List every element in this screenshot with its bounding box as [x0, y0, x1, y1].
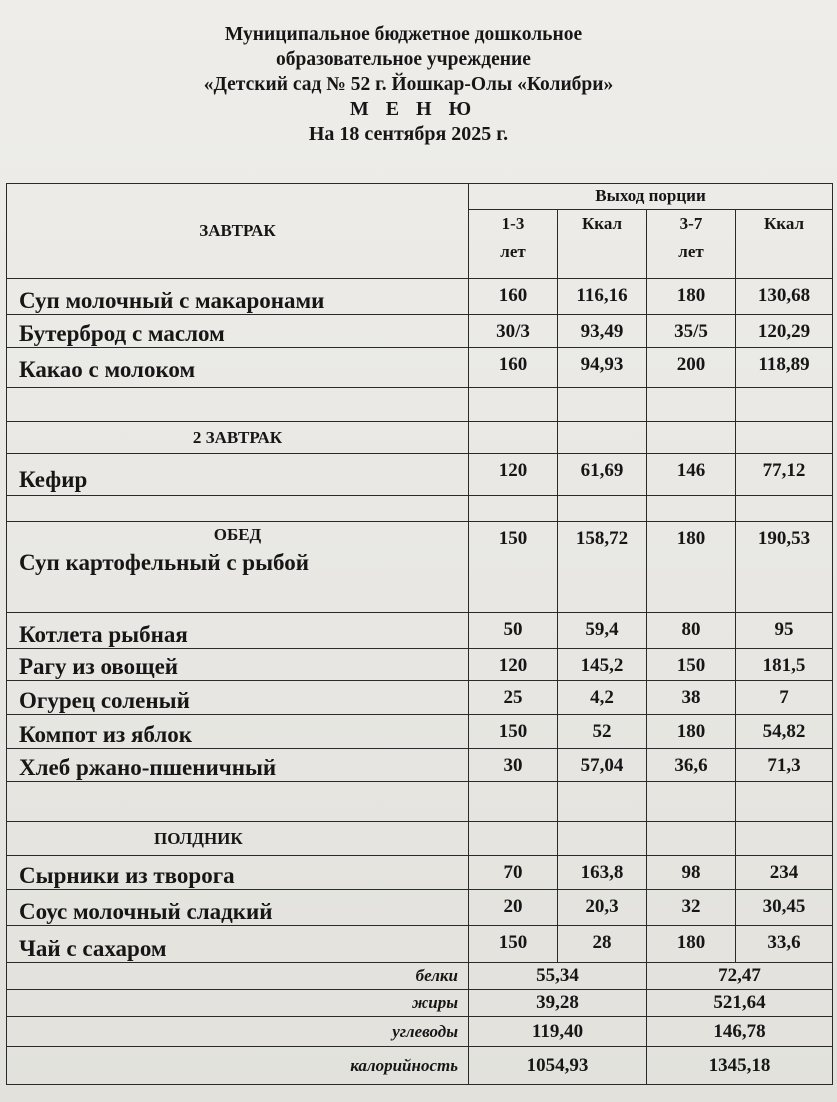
kcal-1-3: 52: [558, 715, 647, 749]
kcal-3-7: 95: [736, 613, 833, 649]
portion-1-3: 150: [469, 926, 558, 963]
dish-name: Суп картофельный с рыбой: [7, 548, 469, 613]
age-1-3-heading: [469, 210, 558, 279]
org-line-2: образовательное учреждение: [276, 49, 531, 70]
kcal-3-7: 77,12: [736, 454, 833, 496]
portion-1-3: 25: [469, 681, 558, 715]
portion-1-3: 160: [469, 348, 558, 388]
kcal-1-3: 28: [558, 926, 647, 963]
empty-row: [7, 782, 833, 822]
portion-1-3: 150: [469, 522, 558, 613]
kcal-3-7: 234: [736, 856, 833, 890]
kcal-3-7: 54,82: [736, 715, 833, 749]
kcal-3-7: 71,3: [736, 749, 833, 782]
dish-name: Бутерброд с маслом: [7, 315, 469, 348]
section-row: [7, 822, 833, 856]
age-3-7-value: 3-7: [679, 214, 703, 233]
portion-3-7: 35/5: [647, 315, 736, 348]
kcal-1-3: 145,2: [558, 649, 647, 681]
total-value-3-7: 521,64: [647, 990, 833, 1017]
dish-name: Котлета рыбная: [7, 613, 469, 649]
kcal-3-7: 30,45: [736, 890, 833, 926]
kcal-3-7: 118,89: [736, 348, 833, 388]
section-row: [7, 422, 833, 454]
kcal-1-3: 4,2: [558, 681, 647, 715]
portion-1-3: 30/3: [469, 315, 558, 348]
total-value-3-7: 1345,18: [647, 1047, 833, 1085]
kcal-3-7: 33,6: [736, 926, 833, 963]
totals-row: [7, 963, 833, 990]
kcal-1-3: 61,69: [558, 454, 647, 496]
portion-3-7: 200: [647, 348, 736, 388]
table-row: [7, 749, 833, 782]
table-row: [7, 315, 833, 348]
total-value-1-3: 1054,93: [469, 1047, 647, 1085]
menu-table: [6, 183, 833, 1085]
dish-name: Огурец соленый: [7, 681, 469, 715]
kcal-1-3: 116,16: [558, 279, 647, 315]
org-line-3: «Детский сад № 52 г. Йошкар-Олы «Колибри»: [203, 74, 614, 95]
dish-name: Рагу из овощей: [7, 649, 469, 681]
portion-3-7: 180: [647, 279, 736, 315]
portion-1-3: 160: [469, 279, 558, 315]
age-3-7-unit: лет: [678, 242, 704, 261]
portion-3-7: 150: [647, 649, 736, 681]
menu-date: На 18 сентября 2025 г.: [308, 123, 509, 145]
breakfast-heading: ЗАВТРАК: [7, 184, 469, 279]
kcal-3-7: 190,53: [736, 522, 833, 613]
portion-3-7: 180: [647, 926, 736, 963]
lunch-heading: ОБЕД: [7, 522, 469, 548]
total-label-carbs: углеводы: [7, 1017, 469, 1047]
totals-row: [7, 1017, 833, 1047]
portion-1-3: 50: [469, 613, 558, 649]
portion-3-7: 36,6: [647, 749, 736, 782]
table-row: [7, 279, 833, 315]
kcal-1-3: 163,8: [558, 856, 647, 890]
portion-1-3: 30: [469, 749, 558, 782]
kcal-1-heading: Ккал: [558, 210, 647, 279]
total-value-3-7: 72,47: [647, 963, 833, 990]
dish-name: Чай с сахаром: [7, 926, 469, 963]
portion-1-3: 70: [469, 856, 558, 890]
portion-3-7: 38: [647, 681, 736, 715]
dish-name: Компот из яблок: [7, 715, 469, 749]
document-header: [0, 22, 837, 147]
portion-1-3: 120: [469, 454, 558, 496]
portion-1-3: 120: [469, 649, 558, 681]
kcal-3-7: 7: [736, 681, 833, 715]
kcal-2-heading: Ккал: [736, 210, 833, 279]
total-value-1-3: 55,34: [469, 963, 647, 990]
dish-name: Сырники из творога: [7, 856, 469, 890]
table-row: [7, 715, 833, 749]
table-row: [7, 926, 833, 963]
total-value-3-7: 146,78: [647, 1017, 833, 1047]
kcal-1-3: 94,93: [558, 348, 647, 388]
portion-heading: Выход порции: [469, 184, 833, 210]
kcal-3-7: 130,68: [736, 279, 833, 315]
table-row: [7, 649, 833, 681]
kcal-3-7: 120,29: [736, 315, 833, 348]
total-label-proteins: белки: [7, 963, 469, 990]
dish-name: Кефир: [7, 454, 469, 496]
portion-3-7: 80: [647, 613, 736, 649]
totals-row: [7, 1047, 833, 1085]
total-value-1-3: 119,40: [469, 1017, 647, 1047]
portion-3-7: 32: [647, 890, 736, 926]
kcal-3-7: 181,5: [736, 649, 833, 681]
portion-1-3: 20: [469, 890, 558, 926]
table-row: [7, 454, 833, 496]
portion-1-3: 150: [469, 715, 558, 749]
dish-name: Хлеб ржано-пшеничный: [7, 749, 469, 782]
kcal-1-3: 57,04: [558, 749, 647, 782]
portion-3-7: 98: [647, 856, 736, 890]
total-value-1-3: 39,28: [469, 990, 647, 1017]
snack-heading: ПОЛДНИК: [7, 822, 469, 856]
kcal-1-3: 93,49: [558, 315, 647, 348]
empty-row: [7, 496, 833, 522]
table-row: [7, 681, 833, 715]
dish-name: Соус молочный сладкий: [7, 890, 469, 926]
total-label-calories: калорийность: [7, 1047, 469, 1085]
section-row: [7, 522, 833, 548]
age-1-3-value: 1-3: [501, 214, 525, 233]
kcal-1-3: 59,4: [558, 613, 647, 649]
kcal-1-3: 158,72: [558, 522, 647, 613]
totals-row: [7, 990, 833, 1017]
dish-name: Суп молочный с макаронами: [7, 279, 469, 315]
table-row: [7, 890, 833, 926]
table-row: [7, 856, 833, 890]
breakfast-2-heading: 2 ЗАВТРАК: [7, 422, 469, 454]
age-3-7-heading: [647, 210, 736, 279]
empty-row: [7, 388, 833, 422]
total-label-fats: жиры: [7, 990, 469, 1017]
table-row: [7, 613, 833, 649]
menu-title: М Е Н Ю: [349, 98, 478, 120]
org-line-1: Муниципальное бюджетное дошкольное: [224, 24, 583, 45]
age-1-3-unit: лет: [500, 242, 526, 261]
kcal-1-3: 20,3: [558, 890, 647, 926]
dish-name: Какао с молоком: [7, 348, 469, 388]
portion-3-7: 146: [647, 454, 736, 496]
table-row: [7, 348, 833, 388]
portion-3-7: 180: [647, 715, 736, 749]
portion-3-7: 180: [647, 522, 736, 613]
